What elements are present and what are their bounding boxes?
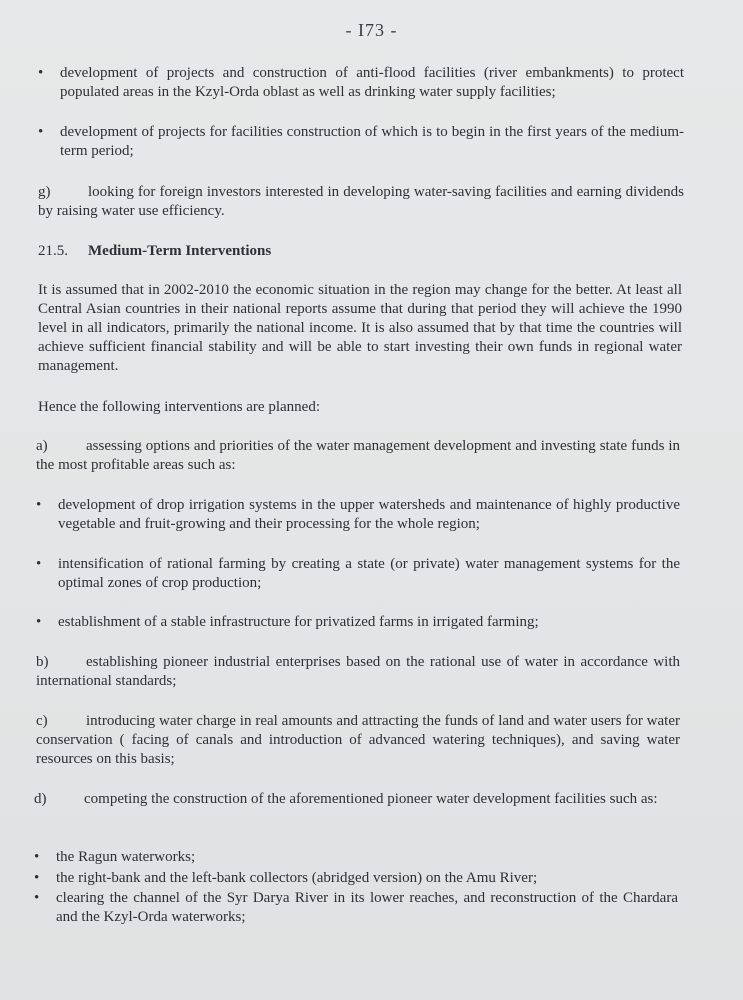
item-label: d) bbox=[34, 791, 47, 807]
bullet-icon: • bbox=[38, 65, 44, 81]
page-number: - I73 - bbox=[345, 20, 398, 40]
item-a bbox=[36, 437, 680, 475]
item-c bbox=[36, 712, 680, 769]
item-text: introducing water charge in real amounts and attracting the funds of land and water users for water conservation ( facing of canals and introduction of advanced watering techniques), and saving water resources on this basis; bbox=[36, 713, 680, 767]
list-item bbox=[36, 613, 680, 633]
list-item-text: development of drop irrigation systems in the upper watersheds and maintenance of highly productive vegetable and fruit-growing and their processing for the whole region; bbox=[58, 497, 680, 532]
item-b bbox=[36, 653, 680, 691]
list-item bbox=[38, 64, 684, 104]
item-label: b) bbox=[36, 654, 49, 670]
bullet-icon: • bbox=[36, 497, 42, 513]
list-item-text: the Ragun waterworks; bbox=[56, 849, 196, 865]
list-item-text: the right-bank and the left-bank collectors (abridged version) on the Amu River; bbox=[56, 870, 538, 886]
section-heading bbox=[38, 242, 684, 261]
item-text: competing the construction of the aforementioned pioneer water development facilities such as: bbox=[84, 791, 658, 807]
bullet-icon: • bbox=[34, 890, 40, 906]
item-label: c) bbox=[36, 713, 48, 729]
list-item bbox=[34, 848, 678, 868]
list-item-text: establishment of a stable infrastructure for privatized farms in irrigated farming; bbox=[58, 614, 539, 630]
item-g bbox=[38, 183, 684, 221]
bullet-icon: • bbox=[36, 614, 42, 630]
bullet-icon: • bbox=[36, 556, 42, 572]
list-item-text: clearing the channel of the Syr Darya River in its lower reaches, and reconstruction of the Chardara and the Kzyl-Orda waterworks; bbox=[56, 890, 678, 925]
bullet-icon: • bbox=[38, 124, 44, 140]
list-item-text: intensification of rational farming by creating a state (or private) water management systems for the optimal zones of crop production; bbox=[58, 556, 680, 591]
lead-in-text: Hence the following interventions are planned: bbox=[38, 399, 320, 415]
list-item bbox=[36, 555, 680, 595]
item-text: looking for foreign investors interested in developing water-saving facilities and earning dividends by raising water use efficiency. bbox=[38, 184, 684, 219]
list-item bbox=[34, 869, 678, 889]
intro-paragraph: It is assumed that in 2002-2010 the economic situation in the region may change for the better. At least all Central Asian countries in their national reports assume that during that period they will achieve the 1990 level in all indicators, primarily the national income. It is also assumed that by that time the countries will achieve sufficient financial stability and will be able to start investing their own funds in regional water management. bbox=[38, 282, 682, 374]
list-item-text: development of projects and construction of anti-flood facilities (river embankments) to protect populated areas in the Kzyl-Orda oblast as well as drinking water supply facilities; bbox=[60, 65, 684, 100]
section-number: 21.5. bbox=[38, 243, 68, 259]
item-label: g) bbox=[38, 184, 51, 200]
list-item-text: development of projects for facilities construction of which is to begin in the first years of the medium-term period; bbox=[60, 124, 684, 159]
item-d bbox=[34, 790, 678, 809]
list-item bbox=[34, 889, 678, 929]
item-text: assessing options and priorities of the water management development and investing state funds in the most profitable areas such as: bbox=[36, 438, 680, 473]
item-text: establishing pioneer industrial enterprises based on the rational use of water in accordance with international standards; bbox=[36, 654, 680, 689]
item-label: a) bbox=[36, 438, 48, 454]
bullet-icon: • bbox=[34, 849, 40, 865]
section-title: Medium-Term Interventions bbox=[88, 243, 272, 259]
list-item bbox=[38, 123, 684, 163]
bullet-icon: • bbox=[34, 870, 40, 886]
list-item bbox=[36, 496, 680, 536]
